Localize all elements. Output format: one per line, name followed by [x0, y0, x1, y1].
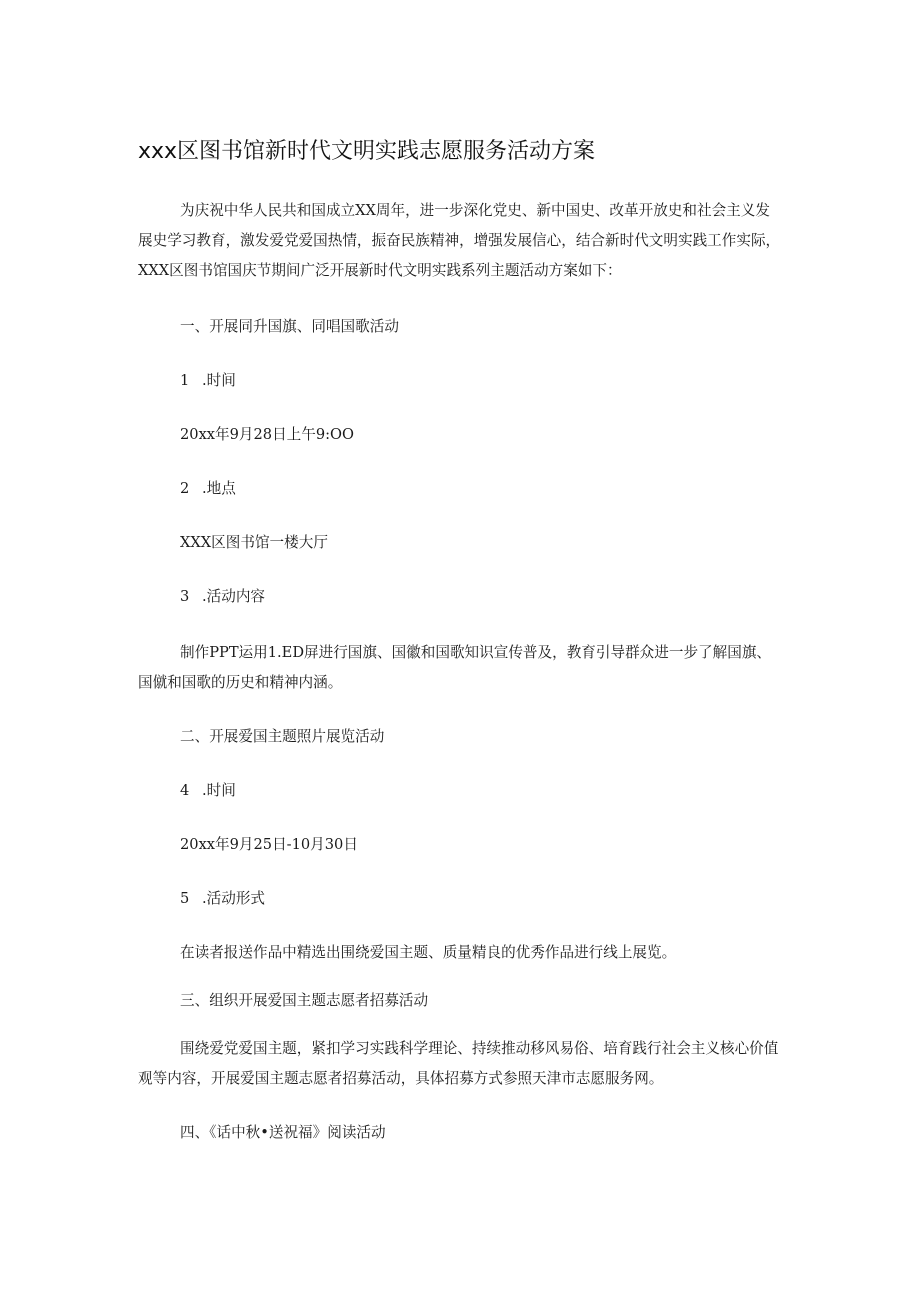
item-3-label: .活动内容 [202, 588, 266, 605]
item-2-label: .地点 [202, 480, 236, 497]
intro-paragraph: 为庆祝中华人民共和国成立XX周年，进一步深化党史、新中国史、改革开放史和社会主义发展史学习教育，激发爱党爱国热情，振奋民族精神，增强发展信心，结合新时代文明实践工作实际，XXX区图书馆国庆节期间广泛开展新时代文明实践系列主题活动方案如下： [138, 202, 781, 279]
item-4-heading [180, 776, 236, 806]
section-4-heading: 四、《话中秋•送祝福》阅读活动 [180, 1124, 386, 1141]
section-1-heading: 一、开展同升国旗、同唱国歌活动 [180, 318, 399, 335]
item-2-heading [180, 474, 236, 504]
item-4-label: .时间 [202, 782, 236, 799]
item-2-value: XXX区图书馆一楼大厅 [180, 534, 328, 551]
item-4-value: 20xx年9月25日-10月30日 [180, 836, 358, 853]
item-3-number: 3 [180, 588, 190, 605]
section-3-body: 围绕爱党爱国主题，紧扣学习实践科学理论、持续推动移风易俗、培育践行社会主义核心价值观等内容，开展爱国主题志愿者招募活动，具体招募方式参照天津市志愿服务网。 [138, 1040, 779, 1087]
item-1-label: .时间 [202, 372, 236, 389]
item-4-number: 4 [180, 782, 190, 799]
document-title: xxx区图书馆新时代文明实践志愿服务活动方案 [138, 139, 596, 164]
item-1-heading [180, 366, 236, 396]
item-5-value: 在读者报送作品中精选出围绕爱国主题、质量精良的优秀作品进行线上展览。 [180, 944, 677, 961]
section-3-heading: 三、组织开展爱国主题志愿者招募活动 [180, 992, 429, 1009]
item-2-number: 2 [180, 480, 190, 497]
item-5-heading [180, 884, 265, 914]
item-3-value: 制作PPT运用1.ED屏进行国旗、国徽和国歌知识宣传普及，教育引导群众进一步了解国旗、国僦和国歌的历史和精神内涵。 [138, 644, 772, 691]
section-2-heading: 二、开展爱国主题照片展览活动 [180, 728, 385, 745]
item-5-number: 5 [180, 890, 190, 907]
item-1-value: 20xx年9月28日上午9:OO [180, 426, 354, 443]
item-1-number: 1 [180, 372, 190, 389]
item-3-heading [180, 582, 265, 612]
item-5-label: .活动形式 [202, 890, 266, 907]
